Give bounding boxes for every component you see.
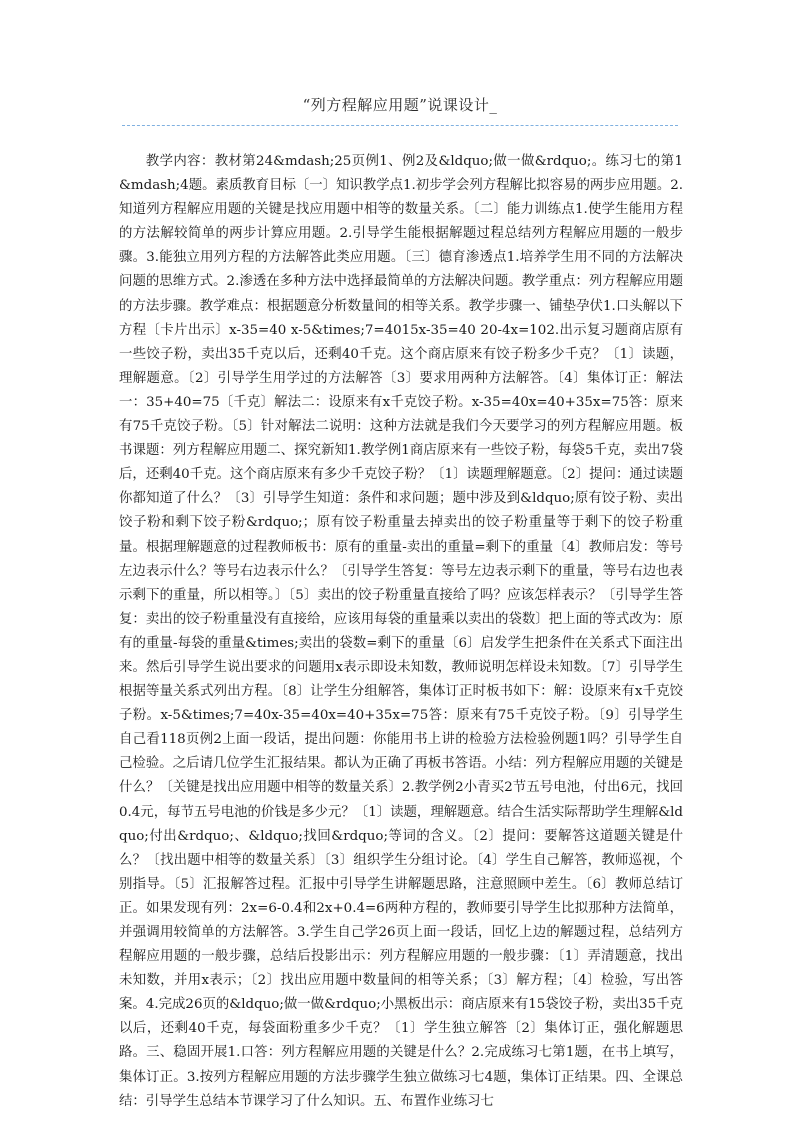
document-body-paragraph: 教学内容：教材第24&mdash;25页例1、例2及&ldquo;做一做&rdquo;。练习七的第1&mdash;4题。素质教育目标〔一〕知识教学点1.初步学会列方程解比拟容易的两步应用题。2.知道列方程解应用题的关键是找应用题中相等的数量关系。〔二〕能力训练点1.使学生能用方程的方法解较简单的两步计算应用题。2.引导学生能根据解题过程总结列方程解应用题的一般步骤。3.能独立用列方程的方法解答此类应用题。〔三〕德育渗透点1.培养学生用不同的方法解决问题的思维方式。2.渗透在多种方法中选择最简单的方法解决问题。教学重点：列方程解应用题的方法步骤。教学难点：根据题意分析数量间的相等关系。教学步骤一、铺垫孕伏1.口头解以下方程〔卡片出示〕x-35=40 x-5&times;7=4015x-35=40 20-4x=102.出示复习题商店原有一些饺子粉，卖出35千克以后，还剩40千克。这个商店原来有饺子粉多少千克？〔1〕读题，理解题意。〔2〕引导学生用学过的方法解答〔3〕要求用两种方法解答。〔4〕集体订正：解法一：35+40=75〔千克〕解法二：设原来有x千克饺子粉。x-35=40x=40+35x=75答：原来有75千克饺子粉。〔5〕针对解法二说明：这种方法就是我们今天要学习的列方程解应用题。板书课题：列方程解应用题二、探究新知1.教学例1商店原来有一些饺子粉，每袋5千克，卖出7袋后，还剩40千克。这个商店原来有多少千克饺子粉？〔1〕读题理解题意。〔2〕提问：通过读题你都知道了什么？〔3〕引导学生知道：条件和求问题；题中涉及到&ldquo;原有饺子粉、卖出饺子粉和剩下饺子粉&rdquo;；原有饺子粉重量去掉卖出的饺子粉重量等于剩下的饺子粉重量。根据理解题意的过程教师板书：原有的重量-卖出的重量=剩下的重量〔4〕教师启发：等号左边表示什么？等号右边表示什么？〔引导学生答复：等号左边表示剩下的重量，等号右边也表示剩下的重量，所以相等。〕〔5〕卖出的饺子粉重量直接给了吗？应该怎样表示？〔引导学生答复：卖出的饺子粉重量没有直接给，应该用每袋的重量乘以卖出的袋数〕把上面的等式改为：原有的重量-每袋的重量&times;卖出的袋数=剩下的重量〔6〕启发学生把条件在关系式下面注出来。然后引导学生说出要求的问题用x表示即设未知数，教师说明怎样设未知数。〔7〕引导学生根据等量关系式列出方程。〔8〕让学生分组解答，集体订正时板书如下：解：设原来有x千克饺子粉。x-5&times;7=40x-35=40x=40+35x=75答：原来有75千克饺子粉。〔9〕引导学生自己看118页例2上面一段话，提出问题：你能用书上讲的检验方法检验例题1吗？引导学生自己检验。之后请几位学生汇报结果。都认为正确了再板书答语。小结：列方程解应用题的关键是什么？〔关键是找出应用题中相等的数量关系〕2.教学例2小青买2节五号电池，付出6元，找回0.4元，每节五号电池的价钱是多少元？〔1〕读题，理解题意。结合生活实际帮助学生理解&ldquo;付出&rdquo;、&ldquo;找回&rdquo;等词的含义。〔2〕提问：要解答这道题关键是什么？〔找出题中相等的数量关系〕〔3〕组织学生分组讨论。〔4〕学生自己解答，教师巡视，个别指导。〔5〕汇报解答过程。汇报中引导学生讲解题思路，注意照顾中差生。〔6〕教师总结订正。如果发现有列：2x=6-0.4和2x+0.4=6两种方程的，教师要引导学生比拟那种方法简单，并强调用较简单的方法解答。3.学生自己学26页上面一段话，回忆上边的解题过程，总结列方程解应用题的一般步骤，总结后投影出示：列方程解应用题的一般步骤：〔1〕弄清题意，找出未知数，并用x表示；〔2〕找出应用题中数量间的相等关系；〔3〕解方程；〔4〕检验，写出答案。4.完成26页的&ldquo;做一做&rdquo;小黑板出示：商店原来有15袋饺子粉，卖出35千克以后，还剩40千克，每袋面粉重多少千克？〔1〕学生独立解答〔2〕集体订正，强化解题思路。三、稳固开展1.口答：列方程解应用题的关键是什么？2.完成练习七第1题，在书上填写，集体订正。3.按列方程解应用题的方法步骤学生独立做练习七4题，集体订正结果。四、全课总结：引导学生总结本节课学习了什么知识。五、布置作业练习七	[119, 154, 683, 1109]
document-title: “列方程解应用题”说课设计_	[302, 96, 498, 114]
title-dashed-divider	[122, 125, 678, 126]
